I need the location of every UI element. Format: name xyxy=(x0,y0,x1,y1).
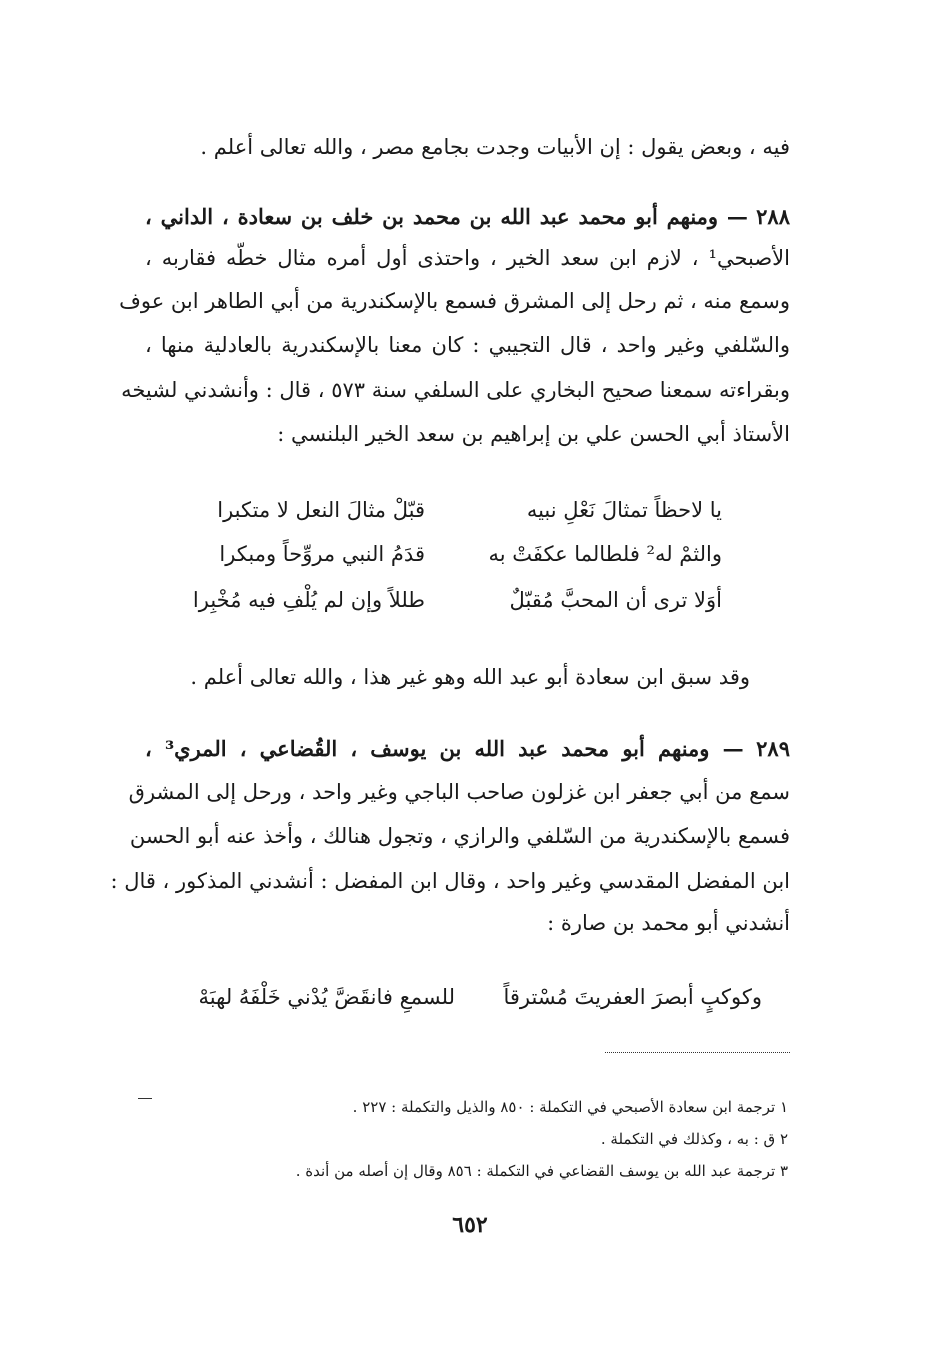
poem1-verse-2-first: والثمْ له² فلطالما عكفَتْ به xyxy=(488,542,722,566)
entry-288-line-3: وسمع منه ، ثم رحل إلى المشرق فسمع بالإسكندرية من أبي الطاهر ابن عوف xyxy=(119,289,790,313)
poem2-verse-first: وكوكبٍ أبصرَ العفريتَ مُسْترقاً xyxy=(503,985,762,1009)
continuation-line: فيه ، وبعض يقول : إن الأبيات وجدت بجامع مصر ، والله تعالى أعلم . xyxy=(200,135,790,159)
entry-289-heading: — ومنهم أبو محمد عبد الله بن يوسف ، القُضاعي ، المري³ ، xyxy=(145,736,744,761)
entry-289-line-1 xyxy=(145,732,790,766)
entry-288-line-2: الأصبحي¹ ، لازم ابن سعد الخير ، واحتذى أول أمره مثال خطّه فقاربه ، xyxy=(145,246,790,270)
entry-288-line-1 xyxy=(145,200,790,234)
footnote-3: ٣ ترجمة عبد الله بن يوسف القضاعي في التكملة : ٨٥٦ وقال إن أصله من أندة . xyxy=(295,1162,788,1180)
footnote-2: ٢ ق : به ، وكذلك في التكملة . xyxy=(600,1130,788,1148)
entry-289-number: ٢٨٩ xyxy=(756,736,790,761)
poem1-verse-2-second: قدَمُ النبي مروِّحاً ومبكرا xyxy=(219,542,425,566)
page-number: ٦٥٢ xyxy=(452,1212,488,1238)
entry-289-line-3: فسمع بالإسكندرية من السّلفي والرازي ، وتجول هنالك ، وأخذ عنه أبو الحسن xyxy=(129,824,790,848)
poem1-verse-3-first: أوَلا ترى أن المحبَّ مُقبّلٌ xyxy=(509,588,722,612)
footnote-separator xyxy=(605,1052,790,1053)
entry-288-line-5: وبقراءته سمعنا صحيح البخاري على السلفي سنة ٥٧٣ ، قال : وأنشدني لشيخه xyxy=(121,378,790,402)
margin-mark xyxy=(138,1098,152,1099)
poem1-verse-1-second: قبّلْ مثالَ النعل لا متكبرا xyxy=(217,498,425,522)
entry-289-line-5: أنشدني أبو محمد بن صارة : xyxy=(547,911,790,935)
entry-289-line-2: سمع من أبي جعفر ابن غزلون صاحب الباجي وغير واحد ، ورحل إلى المشرق xyxy=(128,780,790,804)
entry-288-line-4: والسّلفي وغير واحد ، قال التجيبي : كان معنا بالإسكندرية بالعادلية منها ، xyxy=(145,333,790,357)
entry-288-line-6: الأستاذ أبي الحسن علي بن إبراهيم بن سعد الخير البلنسي : xyxy=(277,422,790,446)
poem1-verse-1-first: يا لاحظاً تمثالَ نَعْلِ نبيه xyxy=(526,498,722,522)
after-poem1-line: وقد سبق ابن سعادة أبو عبد الله وهو غير هذا ، والله تعالى أعلم . xyxy=(190,665,750,689)
footnote-1: ١ ترجمة ابن سعادة الأصبحي في التكملة : ٨٥٠ والذيل والتكملة : ٢٢٧ . xyxy=(352,1098,788,1116)
poem2-verse-second: للسمعِ فانقَضَّ يُدْني خَلْفَهُ لهبَهْ xyxy=(198,985,455,1009)
entry-288-number: ٢٨٨ xyxy=(756,204,790,229)
entry-288-heading: — ومنهم أبو محمد عبد الله بن محمد بن خلف بن سعادة ، الداني ، xyxy=(145,204,748,229)
entry-289-line-4: ابن المفضل المقدسي وغير واحد ، وقال ابن المفضل : أنشدني المذكور ، قال : xyxy=(110,869,790,893)
poem1-verse-3-second: طللاً وإن لم يُلْفِ فيه مُخْبِرا xyxy=(192,588,425,612)
